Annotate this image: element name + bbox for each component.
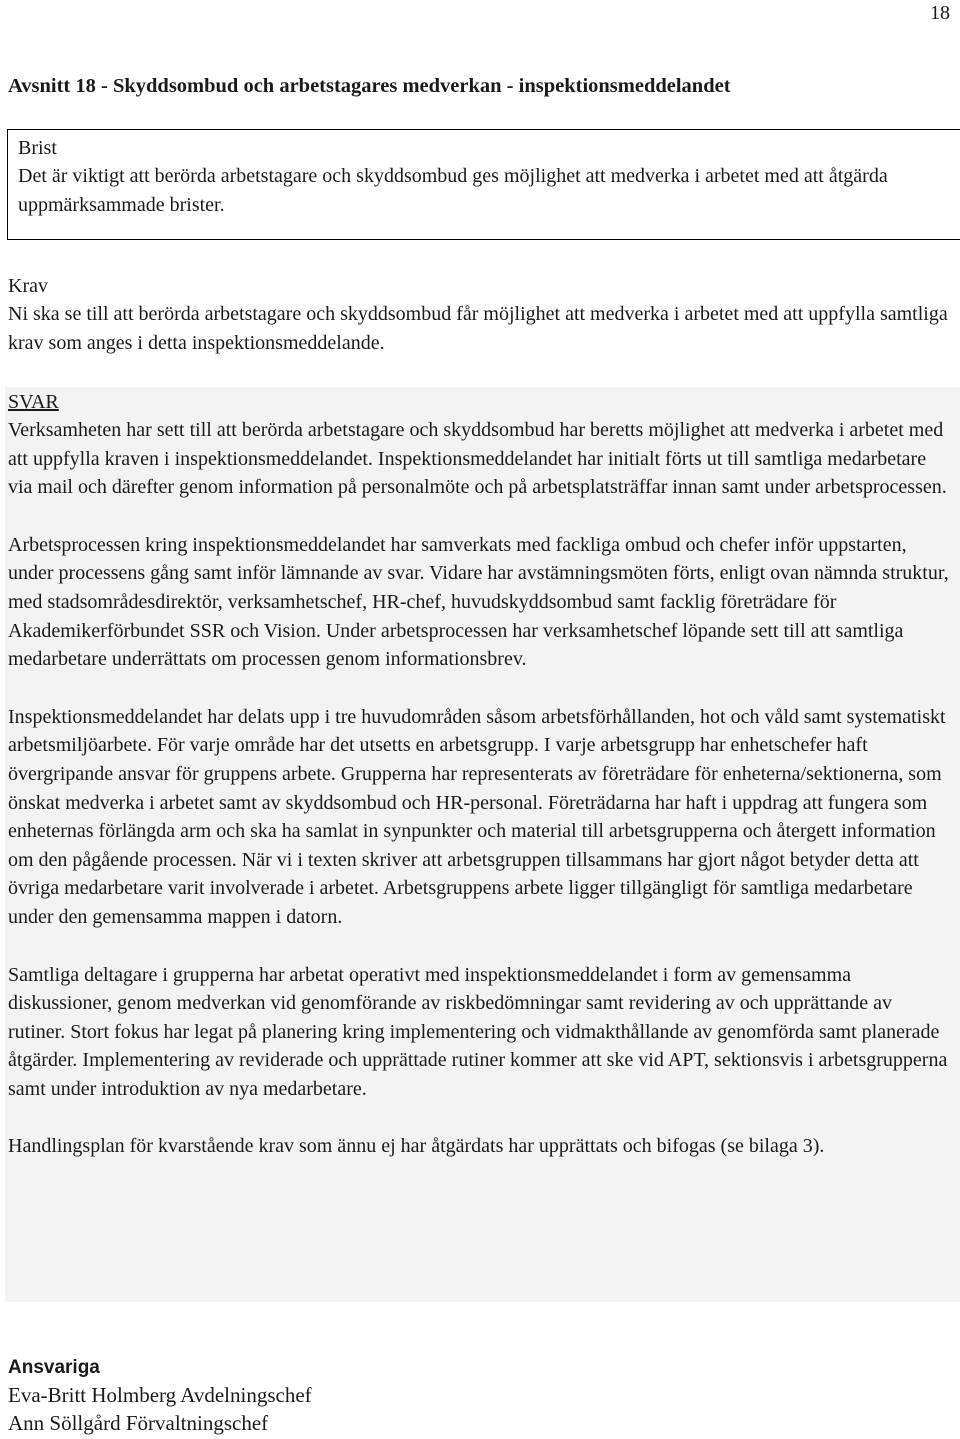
krav-label: Krav <box>8 275 48 297</box>
brist-text: Det är viktigt att berörda arbetstagare och skyddsombud ges möjlighet att medverka i arbetet med att åtgärda uppmärksammade brister. <box>18 165 888 216</box>
brist-box <box>7 129 960 240</box>
responsible-person-1: Eva-Britt Holmberg Avdelningschef <box>8 1383 312 1407</box>
responsible-person-2: Ann Söllgård Förvaltningschef <box>8 1411 269 1435</box>
responsible-section <box>8 1355 608 1437</box>
section-title: Avsnitt 18 - Skyddsombud och arbetstagares medverkan - inspektionsmeddelandet <box>8 75 731 97</box>
svar-label: SVAR <box>8 391 59 413</box>
svar-paragraph-1: Verksamheten har sett till att berörda arbetstagare och skyddsombud har beretts möjlighet att medverka i arbetet med att uppfylla kraven i inspektionsmeddelandet. Inspektionsmeddelandet har initialt förts ut till samtliga medarbetare via mail och därefter genom information på personalmöte och på arbetsplatsträffar innan samt under arbetsprocessen. <box>8 419 947 499</box>
krav-section <box>8 272 952 357</box>
svar-paragraph-3: Inspektionsmeddelandet har delats upp i tre huvudområden såsom arbetsförhållanden, hot och våld samt systematiskt arbetsmiljöarbete. För varje område har det utsetts en arbetsgrupp. I varje arbetsgrupp har enhetschefer haft övergripande ansvar för gruppens arbete. Grupperna har representerats av företrädare för enheterna/sektionerna, som önskat medverka i arbetet samt av skyddsombud och HR-personal. Företrädarna har haft i uppdrag att fungera som enheternas förlängda arm och ska ha samlat in synpunkter och material till arbetsgrupperna och återgett information om den pågående processen. När vi i texten skriver att arbetsgruppen tillsammans har gjort något betyder detta att övriga medarbetare varit involverade i arbetet. Arbetsgruppens arbete ligger tillgängligt för samtliga medarbetare under den gemensamma mappen i datorn. <box>8 705 946 928</box>
svar-paragraph-2: Arbetsprocessen kring inspektionsmeddelandet har samverkats med fackliga ombud och chefer inför uppstarten, under processens gång samt inför lämnande av svar. Vidare har avstämningsmöten förts, enligt ovan nämnda struktur, med stadsområdesdirektör, verksamhetschef, HR-chef, huvudskyddsombud samt facklig företrädare för Akademikerförbundet SSR och Vision. Under arbetsprocessen har verksamhetschef löpande sett till att samtliga medarbetare underrättats om processen genom informationsbrev. <box>8 533 949 671</box>
page-number: 18 <box>930 2 950 24</box>
brist-label: Brist <box>18 137 57 159</box>
svar-section <box>5 387 960 1302</box>
svar-paragraph-4: Samtliga deltagare i grupperna har arbetat operativt med inspektionsmeddelandet i form av gemensamma diskussioner, genom medverkan vid genomförande av riskbedömningar samt revidering av och upprättande av rutiner. Stort fokus har legat på planering kring implementering och vidmakthållande av genomförda samt planerade åtgärder. Implementering av reviderade och upprättade rutiner kommer att ske vid APT, sektionsvis i arbetsgrupperna samt under introduktion av nya medarbetare. <box>8 963 948 1100</box>
responsible-heading: Ansvariga <box>8 1357 100 1378</box>
svar-paragraph-5: Handlingsplan för kvarstående krav som ännu ej har åtgärdats har upprättats och bifogas (se bilaga 3). <box>8 1135 825 1158</box>
krav-text: Ni ska se till att berörda arbetstagare och skyddsombud får möjlighet att medverka i arbetet med att uppfylla samtliga krav som anges i detta inspektionsmeddelande. <box>8 303 948 354</box>
